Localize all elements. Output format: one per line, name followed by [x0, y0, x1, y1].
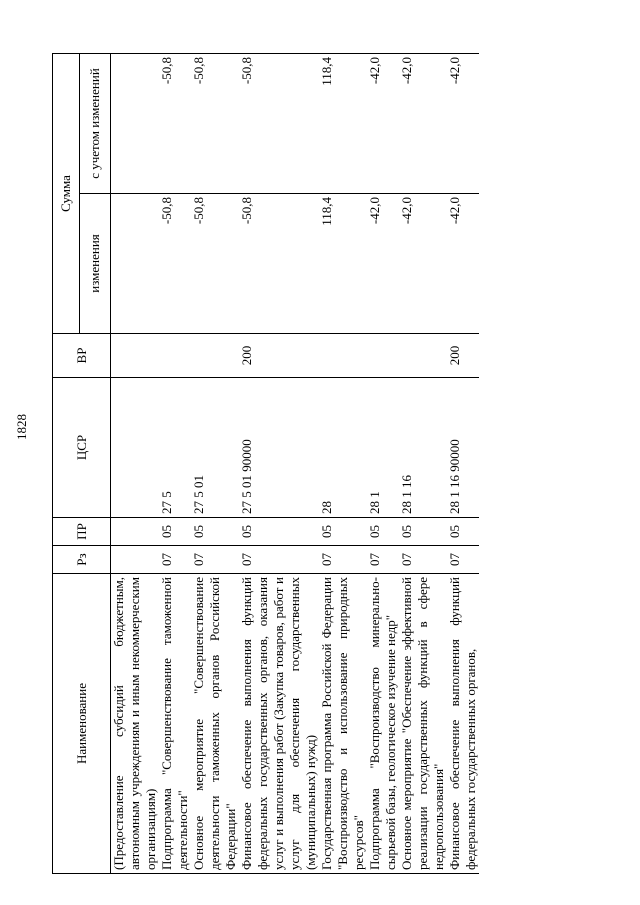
header-with-changes: с учетом изменений — [80, 54, 111, 194]
header-changes: изменения — [80, 194, 111, 334]
row-total: -50,8 — [159, 54, 191, 194]
header-rz: Рз — [53, 546, 111, 574]
header-pr: ПР — [53, 518, 111, 546]
row-pr: 05 — [191, 518, 239, 546]
row-name: (Предоставление субсидий бюджетным, автономным учреждениям и иным некоммерческим организациям) — [111, 574, 160, 874]
row-pr — [111, 518, 160, 546]
table-row — [447, 54, 479, 874]
row-change: -42,0 — [447, 194, 479, 334]
row-vr — [111, 334, 160, 378]
rotated-page-content — [52, 54, 592, 874]
header-name: Наименование — [53, 574, 111, 874]
table-header — [53, 54, 111, 874]
row-csr: 27 5 — [159, 378, 191, 518]
row-total — [111, 54, 160, 194]
row-rz: 07 — [191, 546, 239, 574]
table-row — [111, 54, 160, 874]
row-name: Финансовое обеспечение выполнения функций федеральных государственных органов, — [447, 574, 479, 874]
row-csr: 28 — [319, 378, 367, 518]
row-change: 118,4 — [319, 194, 367, 334]
row-pr: 05 — [447, 518, 479, 546]
row-change — [111, 194, 160, 334]
header-vr: ВР — [53, 334, 111, 378]
table-row — [319, 54, 367, 874]
row-csr: 27 5 01 90000 — [239, 378, 319, 518]
row-name: Основное мероприятие "Совершенствование деятельности таможенных органов Российской Федерации" — [191, 574, 239, 874]
row-csr: 28 1 16 90000 — [447, 378, 479, 518]
row-vr — [159, 334, 191, 378]
table-row — [191, 54, 239, 874]
row-vr — [191, 334, 239, 378]
row-total: -42,0 — [399, 54, 447, 194]
row-rz: 07 — [447, 546, 479, 574]
row-total: 118,4 — [319, 54, 367, 194]
row-vr: 200 — [447, 334, 479, 378]
row-name: Государственная программа Российской Федерации "Воспроизводство и использование природных ресурсов" — [319, 574, 367, 874]
table-row — [367, 54, 399, 874]
row-vr — [399, 334, 447, 378]
table-row — [159, 54, 191, 874]
row-pr: 05 — [159, 518, 191, 546]
table-row — [399, 54, 447, 874]
header-csr: ЦСР — [53, 378, 111, 518]
table-row — [239, 54, 319, 874]
budget-table — [52, 53, 479, 874]
row-change: -50,8 — [239, 194, 319, 334]
row-total: -42,0 — [447, 54, 479, 194]
row-csr — [111, 378, 160, 518]
row-name: Подпрограмма "Воспроизводство минерально-сырьевой базы, геологическое изучение недр" — [367, 574, 399, 874]
row-name: Основное мероприятие "Обеспечение эффективной реализации государственных функций в сфере недропользования" — [399, 574, 447, 874]
row-rz: 07 — [159, 546, 191, 574]
row-rz: 07 — [319, 546, 367, 574]
row-change: -42,0 — [367, 194, 399, 334]
row-csr: 28 1 16 — [399, 378, 447, 518]
row-change: -50,8 — [159, 194, 191, 334]
header-sum: Сумма — [53, 54, 80, 334]
row-name: Подпрограмма "Совершенствование таможенной деятельности" — [159, 574, 191, 874]
row-rz: 07 — [239, 546, 319, 574]
table-body — [111, 54, 480, 874]
row-total: -42,0 — [367, 54, 399, 194]
row-csr: 28 1 — [367, 378, 399, 518]
row-pr: 05 — [239, 518, 319, 546]
row-vr — [319, 334, 367, 378]
row-vr — [367, 334, 399, 378]
row-pr: 05 — [367, 518, 399, 546]
row-vr: 200 — [239, 334, 319, 378]
row-pr: 05 — [399, 518, 447, 546]
row-change: -42,0 — [399, 194, 447, 334]
row-rz: 07 — [399, 546, 447, 574]
row-total: -50,8 — [191, 54, 239, 194]
row-total: -50,8 — [239, 54, 319, 194]
row-rz: 07 — [367, 546, 399, 574]
row-rz — [111, 546, 160, 574]
row-change: -50,8 — [191, 194, 239, 334]
page-number: 1828 — [14, 414, 29, 440]
row-csr: 27 5 01 — [191, 378, 239, 518]
row-name: Финансовое обеспечение выполнения функций федеральных государственных органов, оказания услуг и выполнения работ (Закупка товаров, работ и услуг для обеспечения государственных (муниципальных) нужд) — [239, 574, 319, 874]
row-pr: 05 — [319, 518, 367, 546]
